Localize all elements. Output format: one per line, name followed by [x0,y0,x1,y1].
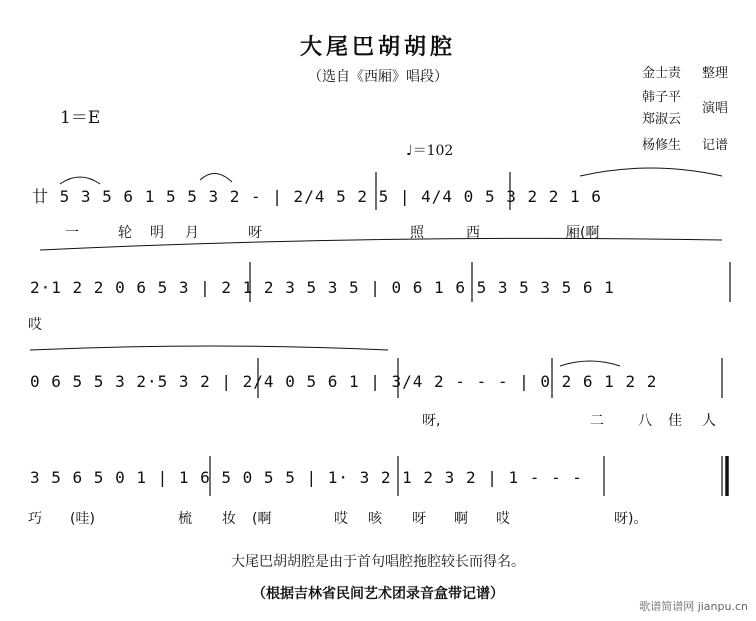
lyric: 人 [702,413,716,429]
lyric: 呀, [422,413,441,429]
key-signature: 1＝E [60,108,101,128]
lyric: 呀)。 [614,511,648,527]
credit-name-2: 韩子平 [642,90,682,105]
credit-role-3: 演唱 [702,101,729,116]
lyric: 月 [185,225,199,241]
lyric: 二 [590,413,604,429]
credit-name-1: 金士责 [642,66,682,81]
lyric: 梳 [178,511,192,527]
lyric: 照 [410,225,424,241]
lyric: 明 [150,225,164,241]
slur [580,168,722,176]
slur [560,361,620,366]
lyric: 妆 [222,511,236,527]
lyric: 厢(啊 [566,225,600,241]
lyric: 呀 [412,511,426,527]
credit-role-1: 整理 [702,66,729,81]
lyric: 咳 [368,511,382,527]
lyric: 西 [466,225,480,241]
lyric: 巧 [28,511,42,527]
lyric: 哎 [28,317,42,333]
credit-name-3: 郑淑云 [642,112,682,127]
lyric: 轮 [118,225,132,241]
lyric: 八 [638,413,652,429]
slur [200,173,232,182]
lyric: 哎 [496,511,510,527]
notation-row-1: 廿 5 3 5 6 1 5 5 3 2 - | 2/4 5 2 5 | 4/4 0 5 3 2 2 1 6 [32,187,602,206]
lyric: 哎 [334,511,348,527]
lyric: 呀 [248,225,262,241]
credit-name-4: 杨修生 [642,138,682,153]
slur [40,238,722,250]
notation-row-2: 2·1 2 2 0 6 5 3 | 2 1 2 3 5 3 5 | 0 6 1 6 5 3 5 3 5 6 1 [30,278,615,297]
lyric: 一 [65,225,79,241]
lyric: (哇) [70,511,95,527]
footnote: 大尾巴胡胡腔是由于首句唱腔拖腔较长而得名。 [231,554,525,570]
notation-row-3: 0 6 5 5 3 2·5 3 2 | 2/4 0 5 6 1 | 3/4 2 - - - | 0 2 6 1 2 2 [30,372,658,391]
notation-row-4: 3 5 6 5 0 1 | 1 6 5 0 5 5 | 1· 3 2 1 2 3 2 | 1 - - - [30,468,583,487]
lyric: 啊 [454,511,468,527]
watermark: 歌谱简谱网 jianpu.cn [639,600,748,613]
tempo-marking: ♩＝102 [406,143,454,159]
lyric: 佳 [668,413,682,429]
lyric: (啊 [252,511,272,527]
source-note: （根据吉林省民间艺术团录音盒带记谱） [252,586,504,602]
slur [60,177,100,184]
subtitle: （选自《西厢》唱段） [308,69,448,85]
page-title: 大尾巴胡胡腔 [299,35,456,60]
slur [30,346,388,350]
credit-role-4: 记谱 [702,138,729,153]
